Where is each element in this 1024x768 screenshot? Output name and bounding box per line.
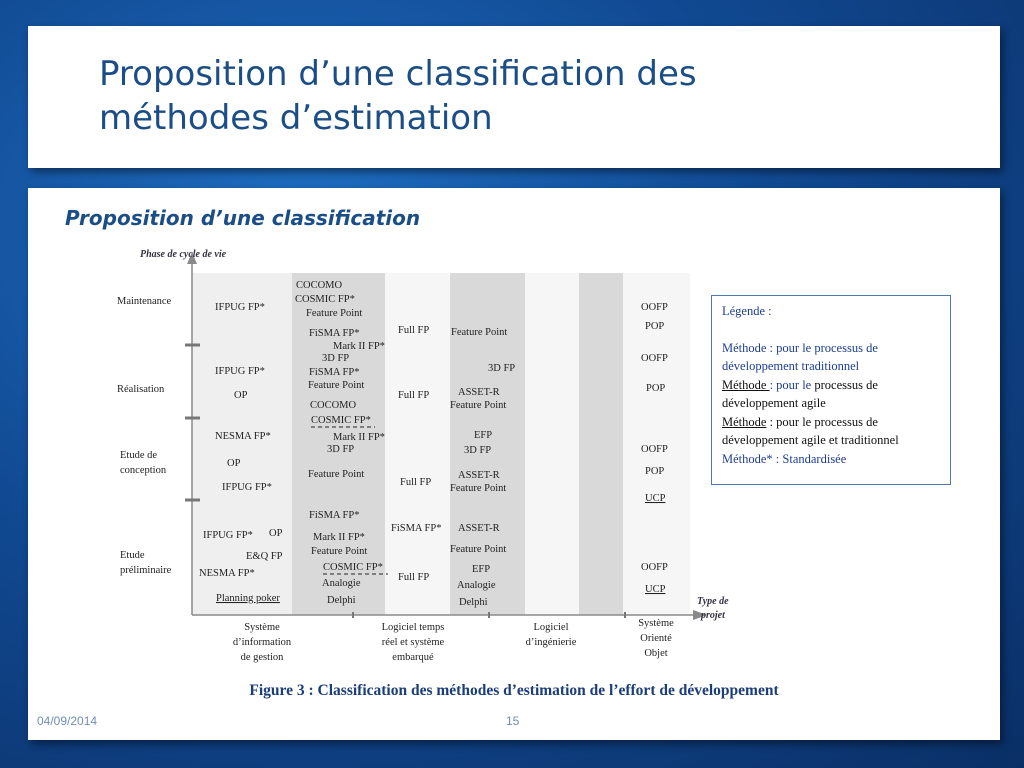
method-label: EFP — [474, 430, 493, 441]
method-label: Feature Point — [311, 546, 368, 557]
method-label: IFPUG FP* — [222, 482, 272, 493]
phase-maintenance: Maintenance — [117, 296, 172, 307]
project-type-ing-1: Logiciel — [533, 622, 569, 633]
method-label: ASSET-R — [458, 523, 500, 534]
diagram-svg — [113, 246, 753, 671]
method-label: E&Q FP — [246, 551, 283, 562]
method-label: Feature Point — [451, 327, 508, 338]
method-label: Full FP — [398, 572, 430, 583]
method-label: Feature Point — [450, 544, 507, 555]
figure-caption: Figure 3 : Classification des méthodes d’estimation de l’effort de développement — [249, 682, 779, 699]
legend-line-both-2: développement agile et traditionnel — [722, 433, 899, 447]
legend-agile-rest: processus de — [814, 377, 878, 392]
method-label: COSMIC FP* — [323, 562, 383, 573]
slide-title — [99, 52, 899, 140]
method-label: Mark II FP* — [313, 532, 365, 543]
legend-line-traditional: Méthode : pour le processus de — [722, 340, 878, 355]
legend-line-both — [722, 413, 950, 432]
phase-realisation: Réalisation — [117, 384, 165, 395]
method-label: COSMIC FP* — [295, 294, 355, 305]
method-label: Feature Point — [450, 483, 507, 494]
column-shade-3 — [579, 273, 623, 615]
project-type-ing-2: d’ingénierie — [525, 637, 577, 648]
x-axis-label-1: Type de — [697, 596, 729, 607]
title-card — [28, 26, 1000, 168]
method-label: UCP — [645, 584, 666, 595]
method-label: OOFP — [641, 444, 668, 455]
method-label: Full FP — [398, 390, 430, 401]
method-label: OOFP — [641, 353, 668, 364]
method-label: 3D FP — [464, 445, 492, 456]
slide-date: 04/09/2014 — [37, 714, 98, 728]
method-label: IFPUG FP* — [215, 366, 265, 377]
project-type-rt-2: réel et système — [381, 637, 445, 648]
method-label: POP — [645, 466, 665, 477]
legend-method-both: Méthode — [722, 414, 767, 429]
legend-line-standard: Méthode* : Standardisée — [722, 451, 847, 466]
phase-preliminaire-2: préliminaire — [120, 565, 172, 576]
slide-title-line-1: Proposition d’une classification des — [99, 54, 697, 94]
project-type-rt-1: Logiciel temps — [381, 622, 445, 633]
method-label: POP — [646, 383, 666, 394]
legend-agile-text: : pour le — [769, 377, 815, 392]
method-label: ASSET-R — [458, 470, 500, 481]
method-label: Full FP — [398, 325, 430, 336]
project-type-oo-3: Objet — [644, 648, 668, 659]
method-label: 3D FP — [327, 444, 355, 455]
method-label: FiSMA FP* — [309, 328, 360, 339]
method-label: OP — [234, 390, 248, 401]
method-label: COCOMO — [296, 280, 343, 291]
content-card — [28, 188, 1000, 740]
method-label: COCOMO — [310, 400, 357, 411]
slide-page-number: 15 — [506, 714, 520, 728]
method-label: Mark II FP* — [333, 341, 385, 352]
method-label: Mark II FP* — [333, 432, 385, 443]
method-label: EFP — [472, 564, 491, 575]
legend-line-traditional-2: développement traditionnel — [722, 359, 860, 373]
method-label: OP — [227, 458, 241, 469]
legend-line-agile — [722, 376, 950, 395]
project-type-sig-3: de gestion — [240, 652, 284, 663]
method-label: IFPUG FP* — [203, 530, 253, 541]
project-type-sig-2: d’information — [232, 637, 292, 648]
method-label: OOFP — [641, 302, 668, 313]
method-label: 3D FP — [488, 363, 516, 374]
method-label: Feature Point — [450, 400, 507, 411]
method-label: Delphi — [327, 595, 356, 606]
method-label: Delphi — [459, 597, 488, 608]
method-label: FiSMA FP* — [391, 523, 442, 534]
method-label: Feature Point — [308, 380, 365, 391]
x-axis-label-2: projet — [701, 610, 725, 621]
project-type-oo-1: Système — [638, 618, 674, 629]
method-label: Feature Point — [306, 308, 363, 319]
legend-line-agile-2: développement agile — [722, 396, 826, 410]
method-label: Analogie — [322, 578, 361, 589]
method-label: NESMA FP* — [199, 568, 255, 579]
phase-preliminaire-1: Etude — [120, 550, 145, 561]
project-type-oo-2: Orienté — [640, 633, 672, 644]
method-label: 3D FP — [322, 353, 350, 364]
method-label: Analogie — [457, 580, 496, 591]
phase-conception-2: conception — [120, 465, 167, 476]
method-label: OP — [269, 528, 283, 539]
method-label: FiSMA FP* — [309, 367, 360, 378]
legend-method-agile: Méthode — [722, 377, 770, 392]
method-label: IFPUG FP* — [215, 302, 265, 313]
method-label: FiSMA FP* — [309, 510, 360, 521]
method-label: Full FP — [400, 477, 432, 488]
phase-conception-1: Etude de — [120, 450, 158, 461]
method-label: OOFP — [641, 562, 668, 573]
classification-diagram — [113, 246, 753, 676]
slide-subtitle: Proposition d’une classification — [65, 206, 421, 230]
project-type-sig-1: Système — [244, 622, 280, 633]
slide-title-line-2: méthodes d’estimation — [99, 98, 493, 138]
project-type-rt-3: embarqué — [392, 652, 434, 663]
method-label: Feature Point — [308, 469, 365, 480]
method-label: ASSET-R — [458, 387, 500, 398]
column-plain-3 — [525, 273, 579, 615]
y-axis-label: Phase de cycle de vie — [140, 249, 227, 260]
legend-both-text: : pour le processus de — [766, 414, 878, 429]
legend-box — [711, 295, 951, 485]
method-label: POP — [645, 321, 665, 332]
method-label: NESMA FP* — [215, 431, 271, 442]
method-label: UCP — [645, 493, 666, 504]
column-plain-1 — [192, 273, 292, 615]
method-label: COSMIC FP* — [311, 415, 371, 426]
legend-title: Légende : — [722, 304, 772, 318]
method-label: Planning poker — [216, 593, 280, 604]
